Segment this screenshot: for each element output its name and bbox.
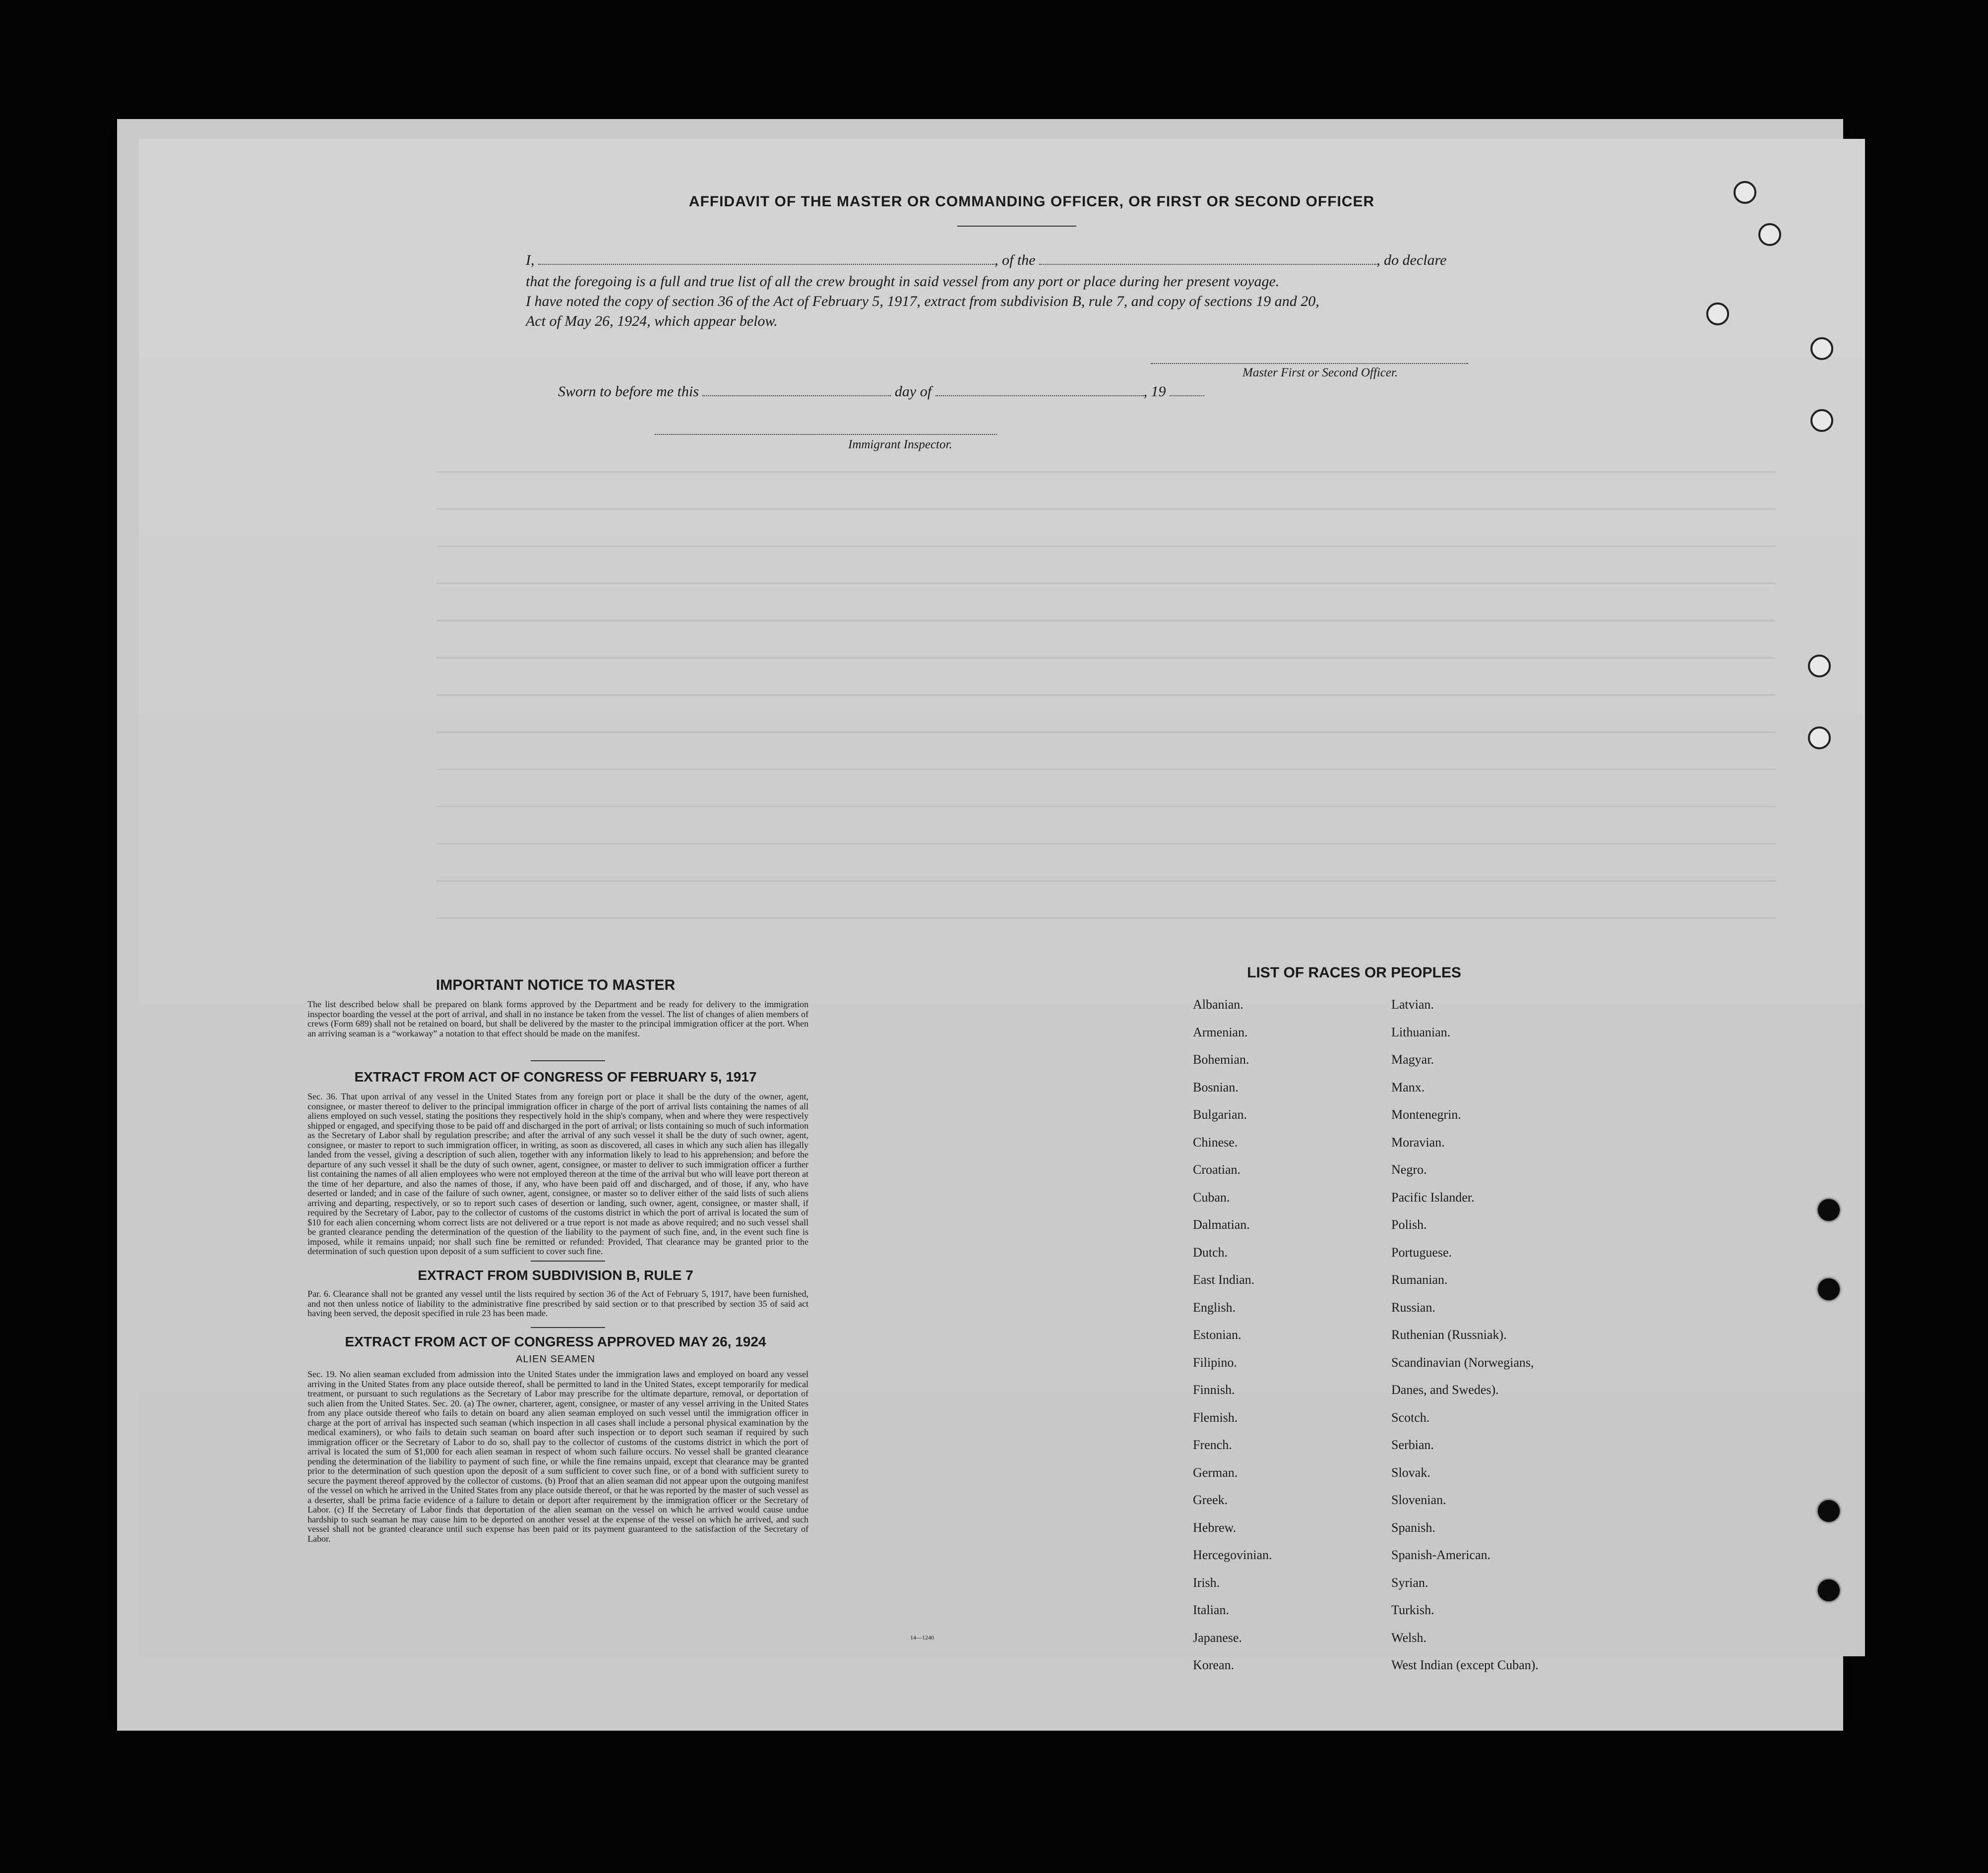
affidavit-title: AFFIDAVIT OF THE MASTER OR COMMANDING OFFICER, OR FIRST OR SECOND OFFICER	[688, 193, 1375, 210]
affidavit-line-2: that the foregoing is a full and true list of all the crew brought in said vessel from any port or place during her present voyage.	[526, 273, 1280, 290]
race-item: Manx.	[1391, 1080, 1425, 1094]
race-item: Hebrew.	[1193, 1520, 1237, 1535]
bleed-through-row	[436, 620, 1776, 621]
affidavit-line-1	[526, 250, 1518, 270]
race-item: Filipino.	[1193, 1355, 1237, 1370]
binder-hole	[1734, 181, 1756, 204]
race-item: Korean.	[1193, 1658, 1235, 1672]
race-item: Russian.	[1391, 1300, 1435, 1315]
race-item: Hercegovinian.	[1193, 1548, 1272, 1562]
extract-1924-text: Sec. 19. No alien seaman excluded from admission into the United States under the immigration laws and employed on board any vessel arriving in the United States from any place outside thereof, shall be permitted to land in the United States, except temporarily for medical treatment, or pursuant to such regulations as the Secretary of Labor may prescribe for the ultimate departure, removal, or deportation of such alien from the United States. Sec. 20. (a) The owner, charterer, agent, consignee, or master of any vessel arriving in the United States from any place outside thereof who fails to detain on board any alien seaman employed on such vessel until the immigration officer in charge at the port of arrival has inspected such seaman (which inspection in all cases shall include a personal physical examination by the medical examiners), or who fails to detain such seaman on board after such inspection or to deport such seaman if required by such immigration officer or the Secretary of Labor to do so, shall pay to the collector of customs of the customs district in which the port of arrival is located the sum of $1,000 for each alien seaman in respect of whom such failure occurs. No vessel shall be granted clearance pending the determination of the liability to payment of such fine, or while the fine remains unpaid, except that clearance may be granted prior to the determination of such question upon the deposit of a sum sufficient to cover such fine, or of a bond with sufficient surety to secure the payment thereof approved by the collector of customs. (b) Proof that an alien seaman did not appear upon the outgoing manifest of the vessel on which he arrived in the United States from any place outside thereof, or that he was reported by the master of such vessel as a deserter, shall be prima facie evidence of a failure to detain or deport after requirement by the immigration officer or the Secretary of Labor. (c) If the Secretary of Labor finds that deportation of the alien seaman on the vessel on which he arrived would cause undue hardship to such seaman he may cause him to be deported on another vessel at the expense of the vessel on which he arrived, and such vessel shall not be granted clearance until such expense has been paid or its payment guaranteed to the satisfaction of the Secretary of Labor.	[308, 1369, 808, 1544]
race-item: Scandinavian (Norwegians,	[1391, 1355, 1534, 1370]
notice-title: IMPORTANT NOTICE TO MASTER	[435, 977, 676, 993]
bleed-through-row	[436, 731, 1776, 733]
affidavit-of-the: , of the	[994, 252, 1036, 268]
race-item: Moravian.	[1391, 1135, 1445, 1149]
binder-hole	[1808, 655, 1831, 677]
binder-hole	[1706, 302, 1729, 325]
sworn-year-blank	[1170, 386, 1204, 396]
section-rule	[531, 1327, 605, 1328]
extract-1924-title: EXTRACT FROM ACT OF CONGRESS APPROVED MAY 26, 1924	[345, 1334, 766, 1349]
binder-hole	[1758, 223, 1781, 246]
bleed-through-row	[436, 508, 1776, 510]
race-item: Ruthenian (Russniak).	[1391, 1328, 1507, 1342]
binder-hole	[1810, 337, 1833, 360]
race-item: Estonian.	[1193, 1328, 1242, 1342]
bleed-through-row	[436, 471, 1776, 473]
affidavit-line-4: Act of May 26, 1924, which appear below.	[526, 313, 778, 329]
race-item: Cuban.	[1193, 1190, 1230, 1205]
race-item: Greek.	[1193, 1493, 1228, 1507]
binder-hole	[1808, 726, 1831, 749]
binder-hole	[1818, 1579, 1840, 1601]
race-item: Croatian.	[1193, 1162, 1241, 1177]
race-item: Flemish.	[1193, 1410, 1238, 1425]
race-item: French.	[1193, 1438, 1232, 1452]
bleed-through-row	[436, 880, 1776, 882]
race-item: Bulgarian.	[1193, 1107, 1247, 1122]
sworn-day-blank	[702, 386, 891, 396]
race-item: Pacific Islander.	[1391, 1190, 1475, 1205]
race-item: Polish.	[1391, 1217, 1427, 1232]
document-page	[139, 139, 1865, 1672]
race-item: East Indian.	[1193, 1272, 1255, 1287]
race-item: Serbian.	[1391, 1438, 1434, 1452]
race-item: Finnish.	[1193, 1383, 1235, 1397]
bleed-through-row	[436, 694, 1776, 696]
race-item: Dutch.	[1193, 1245, 1228, 1260]
extract-1917-title: EXTRACT FROM ACT OF CONGRESS OF FEBRUARY 5, 1917	[354, 1069, 757, 1085]
name-blank	[538, 255, 994, 265]
races-column-1	[1193, 991, 1272, 1679]
race-item: Slovenian.	[1391, 1493, 1446, 1507]
extract-1917-text: Sec. 36. That upon arrival of any vessel in the United States from any foreign port or place it shall be the duty of the owner, agent, consignee, or master thereof to deliver to the principal immigration officer in charge of the port of arrival lists containing the names of all aliens employed on such vessel, stating the positions they respectively hold in the ship's company, when and where they were respectively shipped or engaged, and specifying those to be paid off and discharged in the port of arrival; or lists containing so much of such information as the Secretary of Labor shall by regulation prescribe; and after the arrival of any such vessel it shall be the duty of such owner, agent, consignee, or master to report to such immigration officer, in writing, as soon as discovered, all cases in which any such alien has illegally landed from the vessel, giving a description of such alien, together with any information likely to lead to his apprehension; and before the departure of any such vessel it shall be the duty of such owner, agent, consignee, or master to deliver to such immigration officer a further list containing the names of all alien employees who were not employed thereon at the time of the arrival but who will leave port thereon at the time of her departure, and also the names of those, if any, who have been paid off and discharged, and of those, if any, who have deserted or landed; and in case of the failure of such owner, agent, consignee, or master so to deliver either of the said lists of such aliens arriving and departing, respectively, or so to report such cases of desertion or landing, such owner, agent, consignee, or master shall, if required by the Secretary of Labor, pay to the collector of customs of the customs district in which the port of arrival is located the sum of $10 for each alien concerning whom correct lists are not delivered or a true report is not made as above required; and no such vessel shall be granted clearance pending the determination of the question of the liability to the payment of such fine, and, in the event such fine is imposed, while it remains unpaid; nor shall such fine be remitted or refunded: Provided, That clearance may be granted prior to the determination of such question upon deposit of a sum sufficient to cover such fine.	[308, 1091, 808, 1256]
race-item: Armenian.	[1193, 1025, 1248, 1039]
race-item: Albanian.	[1193, 997, 1243, 1012]
binder-hole	[1810, 409, 1833, 432]
affidavit-do-declare: , do declare	[1376, 252, 1447, 268]
race-item: Chinese.	[1193, 1135, 1238, 1149]
bleed-through-row	[436, 917, 1776, 919]
races-title: LIST OF RACES OR PEOPLES	[1247, 965, 1461, 981]
race-item: Spanish-American.	[1391, 1548, 1491, 1562]
vessel-blank	[1039, 255, 1376, 265]
section-rule	[531, 1261, 605, 1262]
race-item: Turkish.	[1391, 1603, 1434, 1617]
race-item: Syrian.	[1391, 1575, 1429, 1590]
alien-seamen-subtitle: ALIEN SEAMEN	[516, 1354, 595, 1365]
race-item: Negro.	[1391, 1162, 1427, 1177]
race-item: Lithuanian.	[1391, 1025, 1451, 1039]
race-item: Bohemian.	[1193, 1052, 1249, 1067]
sworn-day-of: day of	[894, 383, 932, 400]
inspector-signature-line	[655, 434, 997, 435]
binder-hole	[1818, 1278, 1840, 1300]
master-signature-line	[1151, 363, 1468, 364]
race-item: West Indian (except Cuban).	[1391, 1658, 1539, 1672]
race-item: German.	[1193, 1465, 1238, 1480]
races-column-2	[1391, 991, 1539, 1679]
race-item: Magyar.	[1391, 1052, 1434, 1067]
race-item: Dalmatian.	[1193, 1217, 1250, 1232]
extract-rule7-title: EXTRACT FROM SUBDIVISION B, RULE 7	[418, 1268, 693, 1283]
bleed-through-row	[436, 769, 1776, 770]
race-item: Irish.	[1193, 1575, 1220, 1590]
bleed-through-row	[436, 843, 1776, 845]
sworn-prefix: Sworn to before me this	[558, 383, 699, 400]
race-item: Rumanian.	[1391, 1272, 1448, 1287]
race-item: Portuguese.	[1391, 1245, 1452, 1260]
notice-text: The list described below shall be prepared on blank forms approved by the Department and be ready for delivery to the immigration inspector boarding the vessel at the port of arrival, and shall in no instance be taken from the vessel. The list of changes of alien members of crews (Form 689) shall not be retained on board, but shall be delivered by the master to the principal immigration officer at the port. When an arriving seaman is a “workaway” a notation to that effect should be made on the manifest.	[308, 999, 808, 1038]
sworn-year: , 19	[1143, 383, 1166, 400]
bleed-through-row	[436, 583, 1776, 584]
section-rule	[531, 1060, 605, 1061]
binder-hole	[1818, 1500, 1840, 1522]
affidavit-i: I,	[526, 252, 535, 268]
race-item: Welsh.	[1391, 1630, 1427, 1645]
affidavit-line-3: I have noted the copy of section 36 of the Act of February 5, 1917, extract from subdivision B, rule 7, and copy of sections 19 and 20,	[526, 293, 1319, 309]
extract-rule7-text: Par. 6. Clearance shall not be granted any vessel until the lists required by section 36 of the Act of February 5, 1917, have been furnished, and not then unless notice of liability to the administrative fine prescribed by said section or to that prescribed by section 35 of said act having been served, the deposit specified in rule 23 has been made.	[308, 1289, 808, 1318]
race-item: English.	[1193, 1300, 1236, 1315]
affidavit-title-rule	[957, 226, 1076, 227]
bleed-through-row	[436, 545, 1776, 547]
form-number: 14—1240	[910, 1634, 934, 1641]
sworn-line	[558, 382, 1401, 402]
inspector-label: Immigrant Inspector.	[848, 438, 952, 451]
bleed-through-row	[436, 806, 1776, 807]
race-item: Spanish.	[1391, 1520, 1435, 1535]
race-item: Latvian.	[1391, 997, 1434, 1012]
race-item: Japanese.	[1193, 1630, 1242, 1645]
race-item: Italian.	[1193, 1603, 1229, 1617]
bleed-through-row	[436, 657, 1776, 659]
race-item: Montenegrin.	[1391, 1107, 1461, 1122]
race-item: Danes, and Swedes).	[1391, 1383, 1499, 1397]
race-item: Slovak.	[1391, 1465, 1430, 1480]
race-item: Bosnian.	[1193, 1080, 1239, 1094]
binder-hole	[1818, 1199, 1840, 1221]
master-signature-label: Master First or Second Officer.	[1242, 366, 1398, 379]
race-item: Scotch.	[1391, 1410, 1430, 1425]
sworn-month-blank	[935, 386, 1144, 396]
